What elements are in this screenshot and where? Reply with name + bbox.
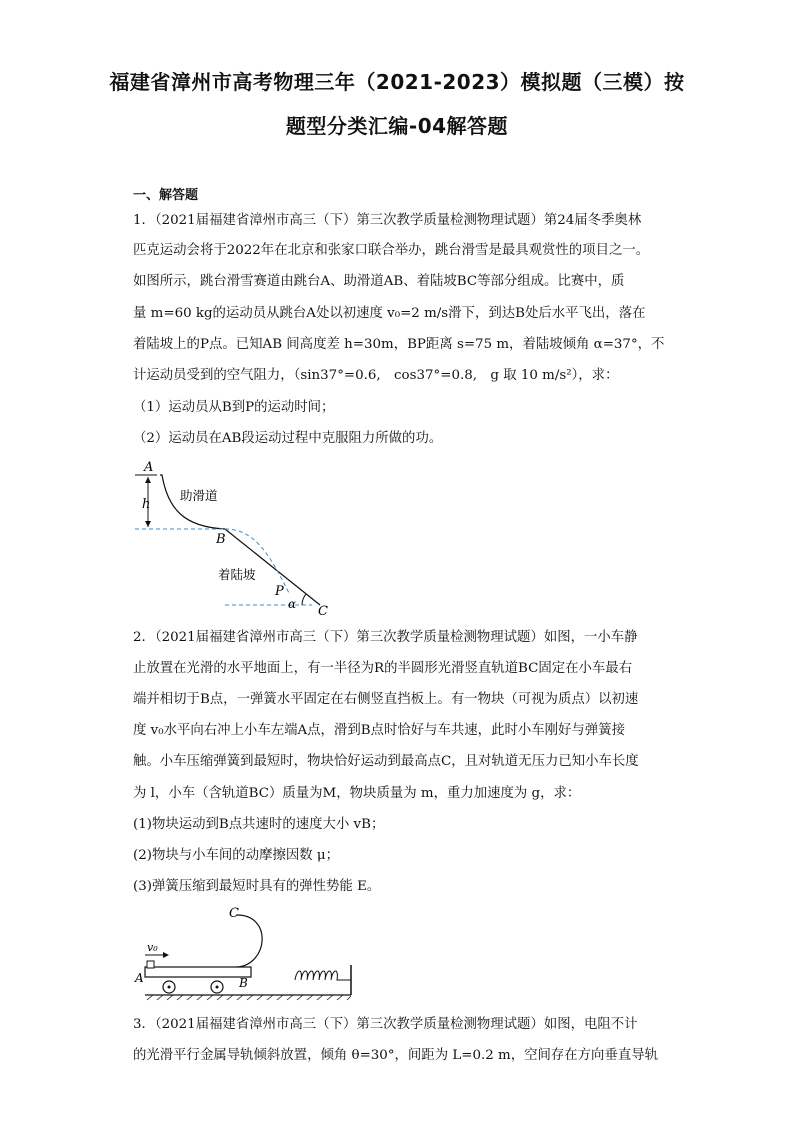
document-title-line-2: 题型分类汇编-04解答题 [285,114,509,138]
q2-line-1: 2．（2021届福建省漳州市高三（下）第三次教学质量检测物理试题）如图，一小车静 [133,630,638,645]
label-b: B [216,532,226,547]
document-title-line-1: 福建省漳州市高考物理三年（2021-2023）模拟题（三模）按 [109,70,685,94]
label-h: h [142,497,151,512]
q2-line-6: 为 l，小车（含轨道BC）质量为M，物块质量为 m，重力加速度为 g，求： [133,786,581,801]
wheel-right-hub [216,986,219,989]
q1-line-8: （2）运动员在AB段运动过程中克服阻力所做的功。 [133,431,443,446]
wheel-left-hub [168,986,171,989]
label-alpha: α [288,597,297,611]
cart-body [145,967,251,977]
label-c: C [318,604,328,619]
q3-line-1: 3．（2021届福建省漳州市高三（下）第三次教学质量检测物理试题）如图，电阻不计 [133,1017,638,1032]
height-arrow-head-bottom [145,521,151,527]
q2-line-5: 触。小车压缩弹簧到最短时，物块恰好运动到最高点C，且对轨道无压力已知小车长度 [133,754,639,769]
label-p: P [275,584,284,599]
q2-line-8: (2)物块与小车间的动摩擦因数 μ； [133,848,340,863]
q3-line-2: 的光滑平行金属导轨倾斜放置，倾角 θ=30°，间距为 L=0.2 m，空间存在方向垂直导轨 [133,1048,658,1063]
angle-arc [302,594,306,605]
label-a: A [135,971,144,985]
q1-line-6: 计运动员受到的空气阻力，（sin37°=0.6, cos37°=0.8, g 取 10 m/s²），求： [133,368,619,383]
q1-line-7: （1）运动员从B到P的运动时间； [133,400,335,415]
semicircle-track [237,915,262,967]
label-slope: 着陆坡 [218,567,256,582]
cart-spring-figure [133,903,363,1003]
q1-line-1: 1．（2021届福建省漳州市高三（下）第三次教学质量检测物理试题）第24届冬季奥林 [133,213,642,228]
spring [295,971,351,980]
ground-hatching [147,995,351,1000]
label-a: A [144,460,154,475]
q2-line-3: 端并相切于B点，一弹簧水平固定在右侧竖直挡板上。有一物块（可视为质点）以初速 [133,692,639,707]
q2-line-2: 止放置在光滑的水平地面上，有一半径为R的半圆形光滑竖直轨道BC固定在小车最右 [133,661,633,676]
label-v0: v₀ [147,941,158,954]
q1-line-5: 着陆坡上的P点。已知AB 间高度差 h=30m，BP距离 s=75 m，着陆坡倾角 α=37°，不 [133,337,665,352]
velocity-arrow-head [163,952,169,958]
label-c: C [229,906,239,921]
label-ramp: 助滑道 [180,488,218,503]
block [147,961,154,968]
q1-line-3: 如图所示，跳台滑雪赛道由跳台A、助滑道AB、着陆坡BC等部分组成。比赛中，质 [133,274,625,289]
label-b: B [239,976,248,990]
q1-line-2: 匹克运动会将于2022年在北京和张家口联合举办，跳台滑雪是最具观赏性的项目之一。 [133,243,650,258]
q1-line-4: 量 m=60 kg的运动员从跳台A处以初速度 v₀=2 m/s滑下，到达B处后水平飞出，落在 [133,306,646,321]
section-heading: 一、解答题 [133,188,199,203]
q2-line-9: (3)弹簧压缩到最短时具有的弹性势能 E。 [133,879,381,894]
q2-line-4: 度 v₀水平向右冲上小车左端A点，滑到B点时恰好与车共速，此时小车刚好与弹簧接 [133,723,625,738]
height-arrow-head-top [145,477,151,483]
ski-jump-figure [130,455,350,620]
q2-line-7: (1)物块运动到B点共速时的速度大小 vB； [133,817,385,832]
